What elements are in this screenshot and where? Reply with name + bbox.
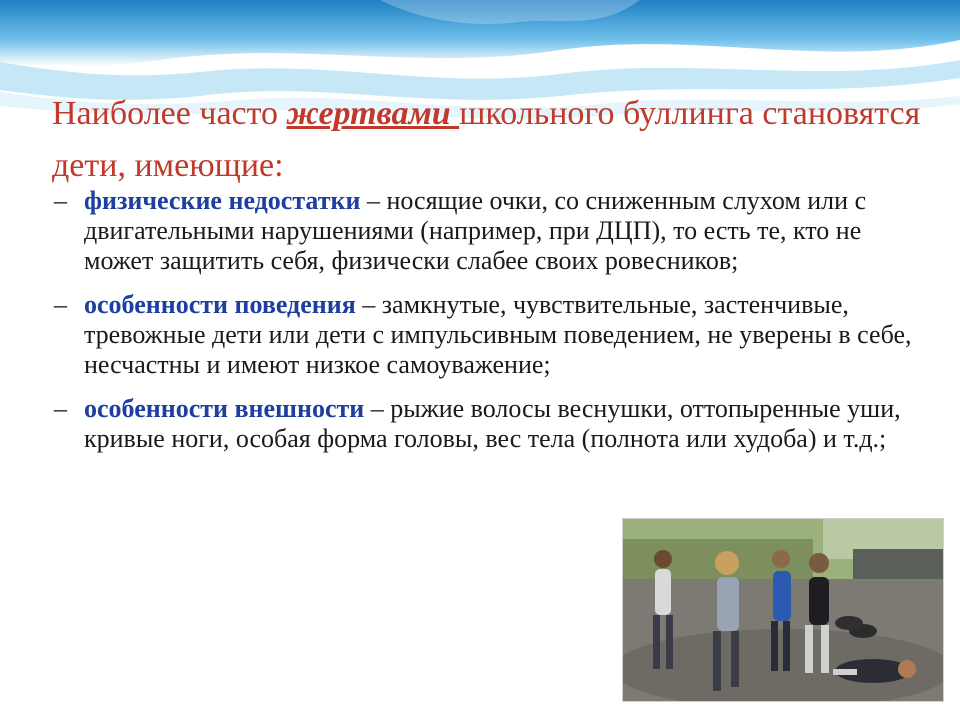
list-item-physical — [54, 186, 914, 276]
item-keyword: особенности поведения — [84, 290, 356, 319]
bullying-photo — [622, 518, 944, 702]
item-dash: – — [54, 186, 67, 215]
page-title — [52, 88, 932, 192]
item-text: – замкнутые, чувствительные, застенчивые, тревожные дети или дети с импульсивным поведением, не уверены в себе, несчастны и имеют низкое самоуважение; — [84, 290, 912, 379]
item-text: – носящие очки, со сниженным слухом или с двигательными нарушениями (например, при ДЦП), то есть те, кто не может защитить себя, физически слабее своих ровесников; — [84, 186, 867, 275]
title-part2: школьного буллинга становятся дети, имеющие: — [52, 95, 921, 184]
title-part1: Наиболее часто — [52, 95, 287, 132]
list-item-behavior — [54, 290, 914, 380]
item-keyword: физические недостатки — [84, 186, 361, 215]
item-dash: – — [54, 394, 67, 423]
bullet-list — [54, 186, 914, 468]
item-text: – рыжие волосы веснушки, оттопыренные уши, кривые ноги, особая форма головы, вес тела (полнота или худоба) и т.д.; — [84, 394, 901, 453]
item-dash: – — [54, 290, 67, 319]
item-keyword: особенности внешности — [84, 394, 365, 423]
list-item-appearance — [54, 394, 914, 454]
title-emphasis: жертвами — [286, 95, 460, 132]
